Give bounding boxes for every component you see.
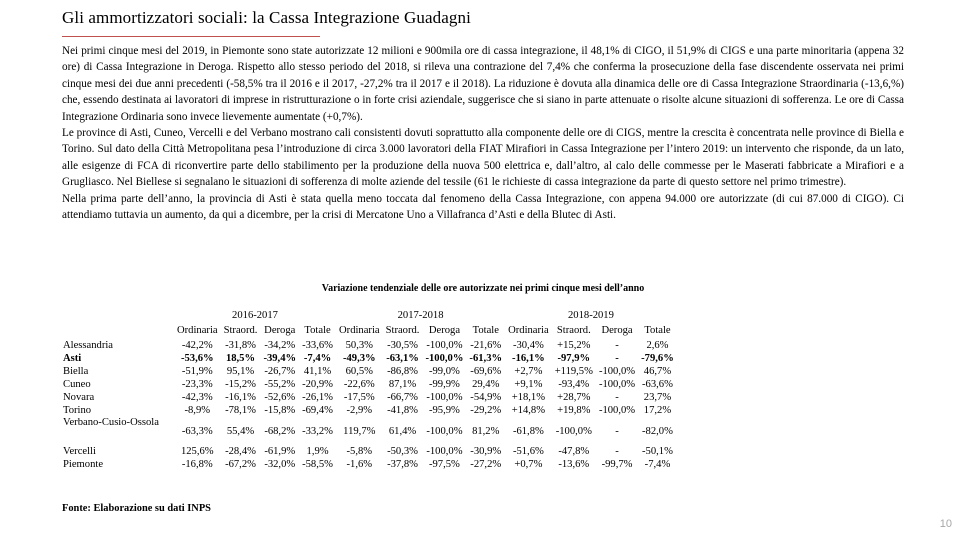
table-cell: -100,0% — [426, 392, 463, 403]
table-cell: -41,8% — [387, 405, 418, 416]
table-row — [60, 404, 677, 417]
table-cell: -33,2% — [302, 425, 334, 437]
table-cell: -27,2% — [470, 459, 502, 470]
table-cell: -1,6% — [346, 459, 373, 470]
table-cell: -100,0% — [426, 340, 463, 351]
table-cell: -100,0% — [425, 353, 464, 364]
column-header: Totale — [304, 325, 331, 336]
table-cell: -54,9% — [470, 392, 502, 403]
table-cell: 125,6% — [180, 446, 214, 457]
table-cell: -100,0% — [426, 446, 463, 457]
table-cell: -100,0% — [598, 366, 636, 377]
table-row — [60, 378, 677, 391]
table-cell: -16,1% — [225, 392, 256, 403]
table-cell: -63,3% — [181, 425, 213, 437]
table-cell: -20,9% — [302, 379, 334, 390]
table-cell: -42,3% — [181, 392, 213, 403]
table-cell: -69,6% — [470, 366, 502, 377]
table-cell: -31,8% — [225, 340, 256, 351]
period-header: 2018-2019 — [568, 310, 614, 321]
title-underline — [62, 36, 320, 37]
table-row — [60, 458, 677, 471]
table-cell: -23,3% — [181, 379, 213, 390]
column-header: Ordinaria — [508, 325, 549, 336]
table-cell: 23,7% — [643, 392, 672, 403]
table-cell: +18,1% — [511, 392, 546, 403]
table-cell: -100,0% — [598, 405, 636, 416]
table-cell: - — [615, 353, 619, 364]
column-header: Straord. — [223, 325, 258, 336]
paragraph-1: Nei primi cinque mesi del 2019, in Piemonte sono state autorizzate 12 milioni e 900mila ore di cassa integrazione, il 48,1% di CIGO, il 51,9% di CIGS e una parte minoritaria (appena 32 ore) di Cassa Integrazione in Deroga. Rispetto allo stesso periodo del 2018, si rileva una contrazione del 7,4% che conferma la prosecuzione della fase discendente osservata nei primi cinque mesi dei due anni precedenti (-58,5% tra il 2016 e il 2017, -27,2% tra il 2017 e il 2018). La riduzione è dovuta alla dinamica delle ore di Cassa Integrazione Straordinaria (-13,6,%) che, essendo destinata ai lavoratori di imprese in ristrutturazione o in forte crisi aziendale, suggerisce che si siano in parte attenuate o risolte alcune situazioni di sofferenza. Le ore di Cassa Integrazione Ordinaria sono invece lievemente aumentate (+0,7%). — [62, 45, 904, 123]
table-row — [60, 445, 677, 458]
column-header: Deroga — [264, 325, 296, 336]
table-cell: -37,8% — [387, 459, 418, 470]
body-text — [62, 43, 904, 223]
paragraph-3: Nella prima parte dell’anno, la provincia di Asti è stata quella meno toccata dal fenomeno della Cassa Integrazione, con appena 94.000 ore autorizzate (di cui 87.000 di CIGO). Ci attendiamo tuttavia un aumento, da qui a dicembre, per la crisi di Mercatone Uno a Villafranca d’Asti e della Blutec di Asti. — [62, 192, 904, 222]
table-cell: -99,0% — [428, 366, 460, 377]
table-cell: -67,2% — [225, 459, 256, 470]
table-cell: -51,6% — [512, 446, 544, 457]
table-cell: -28,4% — [225, 446, 256, 457]
table-cell: -97,9% — [557, 353, 591, 364]
table-cell: -5,8% — [346, 446, 373, 457]
table-cell: 41,1% — [303, 366, 332, 377]
table-cell: -69,4% — [302, 405, 334, 416]
row-label: Verbano-Cusio-Ossola — [63, 417, 159, 428]
table-cell: -50,1% — [642, 446, 673, 457]
table-row — [60, 352, 677, 365]
column-header: Totale — [472, 325, 499, 336]
row-label: Vercelli — [63, 446, 96, 457]
paragraph-2: Le province di Asti, Cuneo, Vercelli e del Verbano mostrano cali consistenti dovuti soprattutto alla componente delle ore di CIGS, mentre la crescita è concentrata nelle province di Biella e Torino. Sul dato della Città Metropolitana pesa l’introduzione di circa 3.000 lavoratori della FIAT Mirafiori in Cassa Integrazione per l’intero 2019: un intervento che risponde, da un lato, alle esigenze di FCA di riconvertire parte dello stabilimento per la produzione della nuova 500 elettrica e, dall’altro, al calo delle commesse per le Maserati fabbricate a Mirafiori e a Grugliasco. Nel Biellese si segnalano le situazioni di sofferenza di molte aziende del tessile (61 le richieste di cassa integrazione da parte di questo settore nel primo trimestre). — [62, 127, 904, 189]
table-cell: -79,6% — [641, 353, 674, 364]
table-cell: -51,9% — [181, 366, 213, 377]
column-header: Ordinaria — [339, 325, 380, 336]
column-header: Straord. — [385, 325, 420, 336]
period-header-row — [60, 309, 677, 324]
table-cell: - — [615, 392, 619, 403]
table-cell: -30,4% — [512, 340, 544, 351]
table-cell: -33,6% — [302, 340, 334, 351]
table-cell: -7,4% — [644, 459, 671, 470]
table-cell: +2,7% — [514, 366, 543, 377]
table-cell: 61,4% — [388, 425, 417, 437]
table-cell: -21,6% — [470, 340, 502, 351]
table-cell: -82,0% — [642, 425, 673, 437]
page-number: 10 — [939, 518, 952, 530]
row-label: Novara — [63, 392, 95, 403]
table-cell: -32,0% — [264, 459, 296, 470]
table-cell: -58,5% — [302, 459, 334, 470]
table-caption: Variazione tendenziale delle ore autorizzate nei primi cinque mesi dell’anno — [321, 283, 645, 294]
table-cell: -61,9% — [264, 446, 296, 457]
table-cell: -61,8% — [512, 425, 544, 437]
table-cell: -63,1% — [386, 353, 419, 364]
table-cell: -78,1% — [225, 405, 256, 416]
table-cell: - — [615, 340, 619, 351]
table-cell: -39,4% — [263, 353, 297, 364]
table-cell: -49,3% — [342, 353, 376, 364]
table-cell: -2,9% — [346, 405, 373, 416]
table-cell: -52,6% — [264, 392, 296, 403]
row-label: Cuneo — [63, 379, 91, 390]
source-note: Fonte: Elaborazione su dati INPS — [62, 503, 211, 514]
table-cell: 2,6% — [646, 340, 669, 351]
table-cell: -55,2% — [264, 379, 296, 390]
table-cell: -99,7% — [601, 459, 633, 470]
table-cell: -29,2% — [470, 405, 502, 416]
table-cell: -16,8% — [181, 459, 213, 470]
table-cell: -15,2% — [225, 379, 256, 390]
period-header: 2016-2017 — [232, 310, 278, 321]
table-cell: -34,2% — [264, 340, 296, 351]
table-cell: 60,5% — [345, 366, 373, 377]
table-cell: -8,9% — [184, 405, 211, 416]
table-cell: -30,5% — [387, 340, 418, 351]
table-cell: - — [615, 446, 619, 457]
table-cell: -26,1% — [302, 392, 334, 403]
row-label: Torino — [63, 405, 92, 416]
table-cell: +28,7% — [557, 392, 591, 403]
table-cell: 119,7% — [343, 425, 376, 437]
column-header: Totale — [644, 325, 671, 336]
period-header: 2017-2018 — [397, 310, 444, 321]
table-row — [60, 339, 677, 352]
table-cell: +9,1% — [514, 379, 543, 390]
table-cell: -100,0% — [426, 425, 463, 437]
table-cell: -50,3% — [387, 446, 418, 457]
row-label: Asti — [63, 353, 82, 364]
table-cell: -7,4% — [303, 353, 332, 364]
table-cell: -15,8% — [264, 405, 296, 416]
table-cell: 55,4% — [226, 425, 255, 437]
table-cell: -42,2% — [181, 340, 213, 351]
table-cell: 95,1% — [226, 366, 255, 377]
table-cell: 50,3% — [345, 340, 373, 351]
data-table — [60, 309, 677, 471]
table-cell: -99,9% — [428, 379, 460, 390]
table-cell: -95,9% — [428, 405, 460, 416]
table-cell: -97,5% — [428, 459, 460, 470]
row-label: Alessandria — [63, 340, 114, 351]
table-cell: -16,1% — [512, 353, 545, 364]
table-cell: 17,2% — [643, 405, 672, 416]
table-cell: -100,0% — [598, 379, 636, 390]
table-cell: 29,4% — [472, 379, 500, 390]
table-cell: +14,8% — [511, 405, 546, 416]
table-cell: -30,9% — [470, 446, 502, 457]
table-cell: -26,7% — [264, 366, 296, 377]
table-row — [60, 391, 677, 404]
table-cell: 18,5% — [225, 353, 256, 364]
column-header-row — [60, 324, 677, 339]
table-cell: +15,2% — [557, 340, 591, 351]
table-cell: +119,5% — [554, 366, 593, 377]
table-cell: - — [615, 425, 619, 437]
table-cell: +0,7% — [514, 459, 543, 470]
table-cell: +19,8% — [557, 405, 591, 416]
column-header: Ordinaria — [177, 325, 218, 336]
table-cell: -93,4% — [558, 379, 590, 390]
column-header: Straord. — [556, 325, 591, 336]
table-cell: -61,3% — [469, 353, 503, 364]
row-label: Biella — [63, 366, 89, 377]
table-cell: -47,8% — [558, 446, 590, 457]
table-cell: -100,0% — [555, 425, 592, 437]
table-cell: -68,2% — [264, 425, 296, 437]
table-row — [60, 417, 677, 445]
column-header: Deroga — [428, 325, 461, 336]
table-cell: -86,8% — [387, 366, 418, 377]
table-cell: -22,6% — [343, 379, 375, 390]
table-cell: -13,6% — [558, 459, 590, 470]
table-cell: -66,7% — [387, 392, 418, 403]
slide-title: Gli ammortizzatori sociali: la Cassa Integrazione Guadagni — [62, 8, 471, 27]
table-cell: -17,5% — [343, 392, 375, 403]
table-cell: -63,6% — [642, 379, 673, 390]
table-cell: 46,7% — [643, 366, 672, 377]
table-cell: 81,2% — [472, 425, 500, 437]
row-label: Piemonte — [63, 459, 104, 470]
table-cell: 87,1% — [388, 379, 417, 390]
table-row — [60, 365, 677, 378]
table-cell: 1,9% — [306, 446, 329, 457]
column-header: Deroga — [601, 325, 633, 336]
table-cell: -53,6% — [180, 353, 214, 364]
